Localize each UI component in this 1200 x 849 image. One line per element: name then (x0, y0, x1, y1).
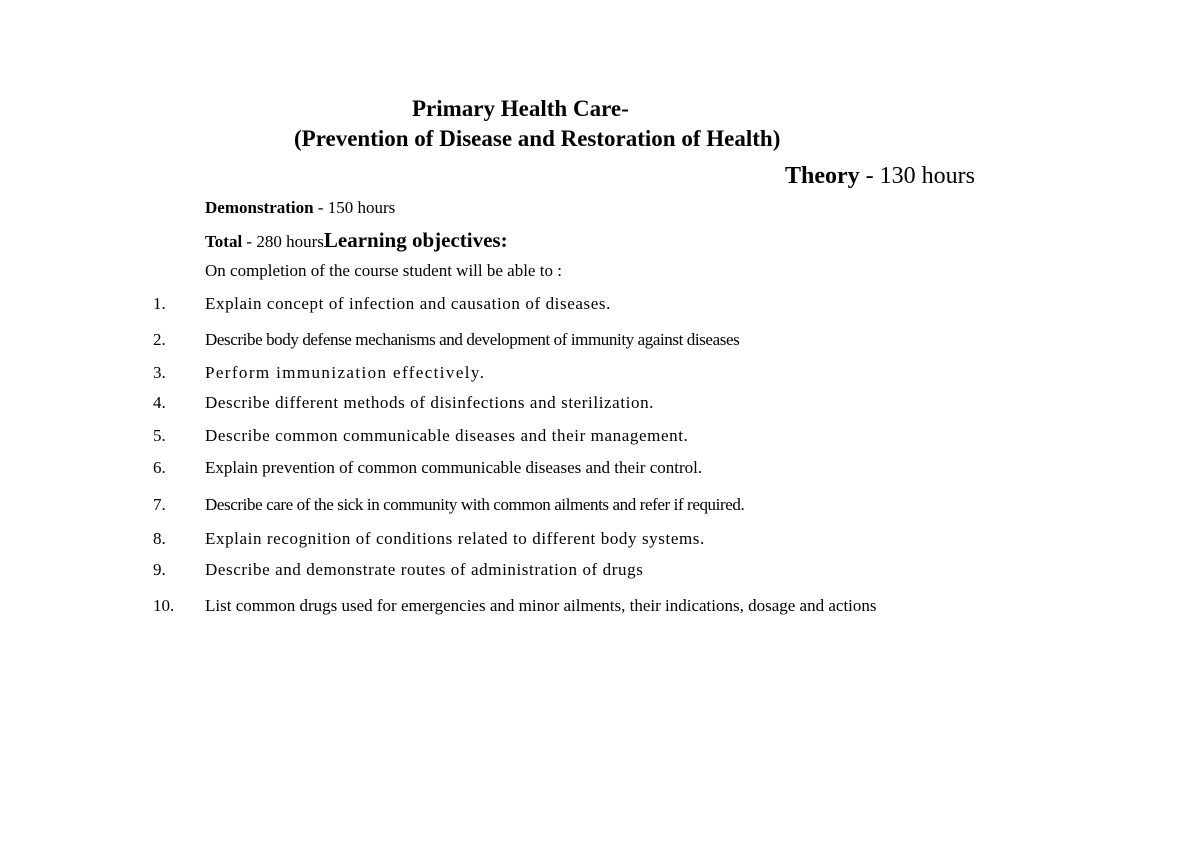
objective-number: 3. (153, 363, 166, 382)
objective-number: 7. (153, 495, 166, 514)
objective-text: Describe care of the sick in community with common ailments and refer if required. (205, 495, 745, 514)
learning-objectives-heading: Learning objectives: (323, 228, 508, 252)
objective-number: 2. (153, 330, 166, 349)
objective-text: List common drugs used for emergencies and minor ailments, their indications, dosage and actions (205, 596, 877, 615)
objective-number: 4. (153, 393, 166, 412)
objective-text: Describe different methods of disinfections and sterilization. (205, 393, 655, 412)
objective-text: Perform immunization effectively. (205, 363, 486, 382)
objective-text: Describe body defense mechanisms and development of immunity against diseases (205, 330, 740, 349)
objective-text: Explain concept of infection and causation of diseases. (205, 294, 611, 313)
theory-hours (785, 163, 975, 190)
objective-number: 9. (153, 560, 166, 579)
total-hours (205, 228, 508, 253)
objective-number: 10. (153, 596, 175, 615)
objectives-intro: On completion of the course student will be able to : (205, 261, 562, 280)
objective-text: Explain prevention of common communicable diseases and their control. (205, 458, 703, 477)
objective-text: Explain recognition of conditions related to different body systems. (205, 529, 705, 548)
objective-text: Describe common communicable diseases and their management. (205, 426, 689, 445)
objective-number: 5. (153, 426, 166, 445)
page-title: Primary Health Care- (412, 96, 629, 121)
total-label: Total (205, 232, 243, 251)
objective-number: 8. (153, 529, 166, 548)
objective-number: 1. (153, 294, 166, 313)
theory-value: - 130 hours (859, 163, 975, 189)
demonstration-value: - 150 hours (313, 198, 396, 217)
objective-number: 6. (153, 458, 166, 477)
page-subtitle: (Prevention of Disease and Restoration of Health) (294, 126, 781, 151)
objective-text: Describe and demonstrate routes of administration of drugs (205, 560, 644, 579)
demonstration-label: Demonstration (205, 198, 314, 217)
demonstration-hours (205, 198, 395, 218)
theory-label: Theory (785, 163, 860, 189)
total-value: - 280 hours (242, 232, 324, 251)
